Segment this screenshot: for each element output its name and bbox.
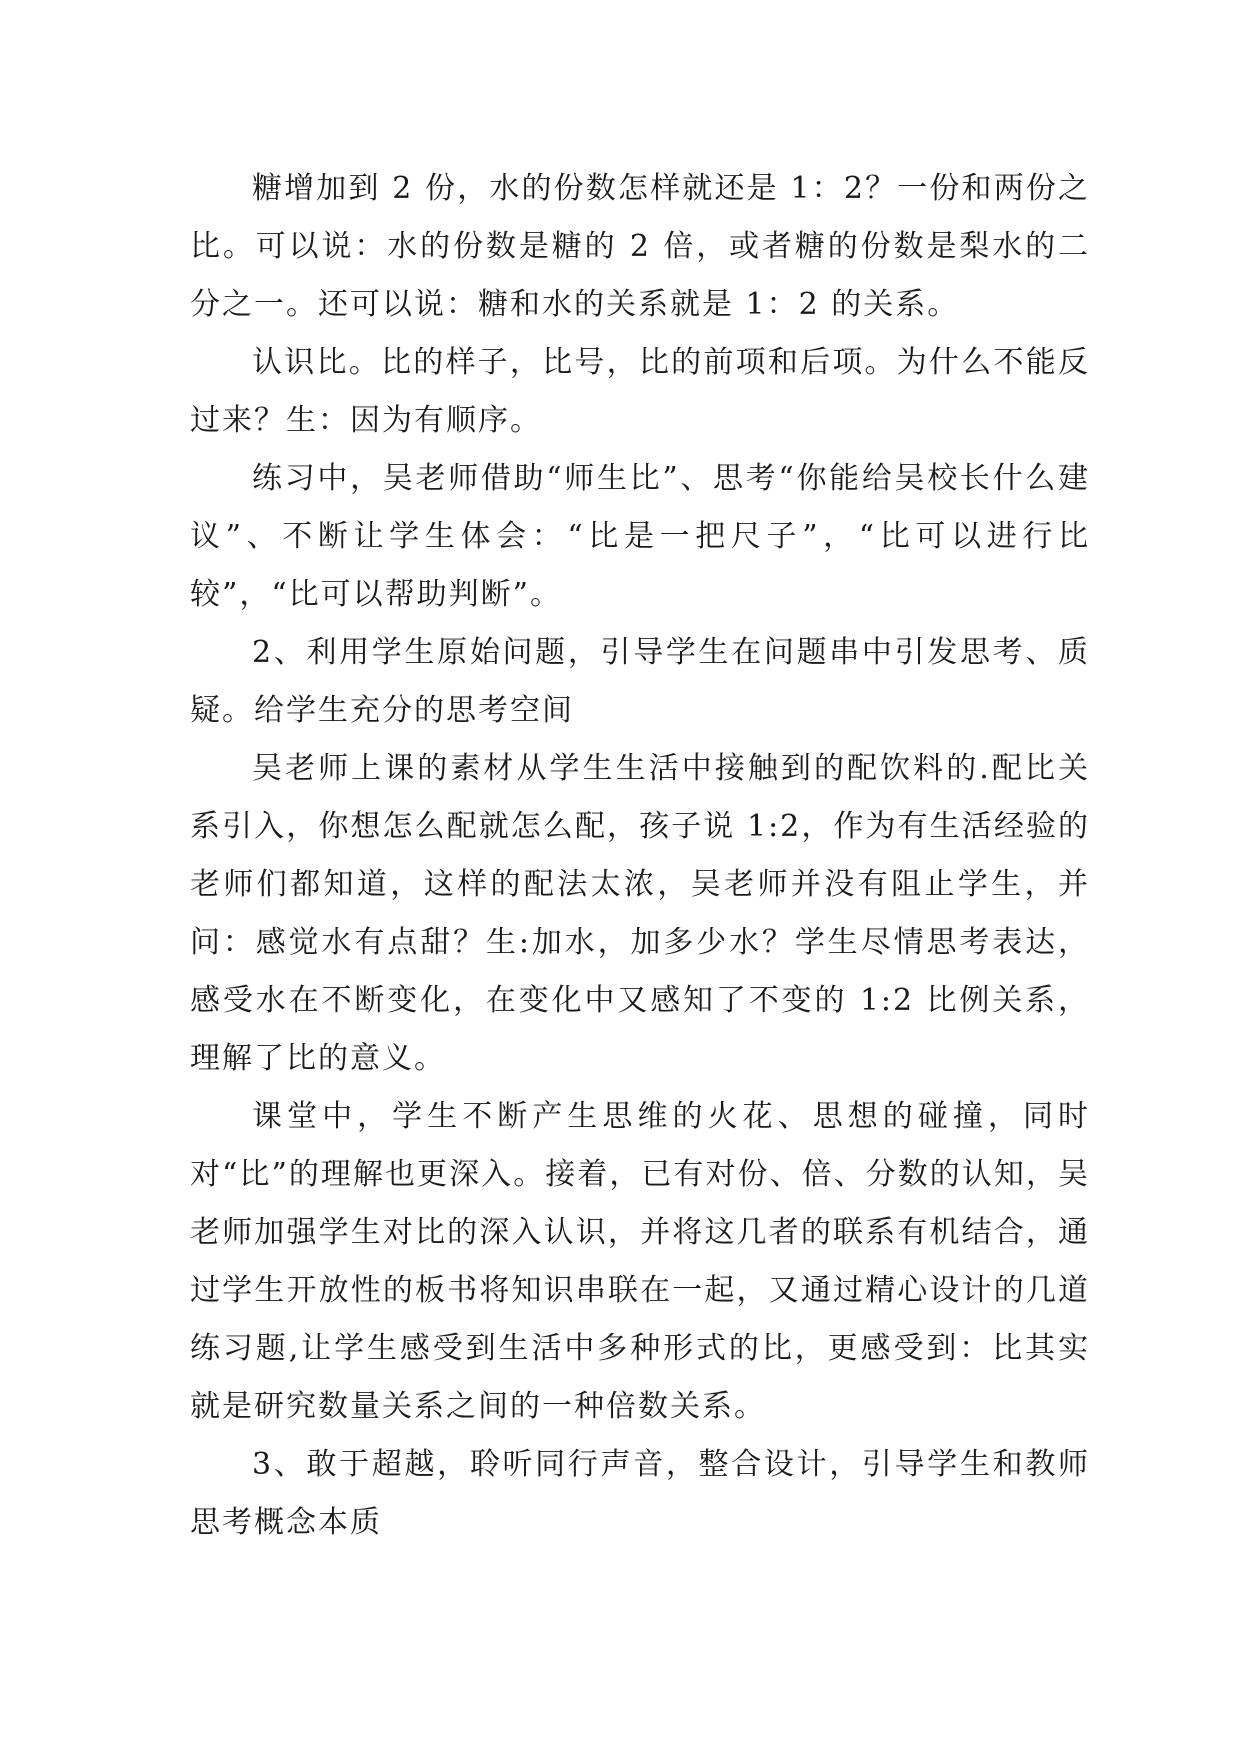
section-heading: 3、敢于超越，聆听同行声音，整合设计，引导学生和教师思考概念本质 [190,1447,1090,1540]
section-heading: 2、利用学生原始问题，引导学生在问题串中引发思考、质疑。给学生充分的思考空间 [190,635,1090,728]
paragraph: 练习中，吴老师借助“师生比”、思考“你能给吴校长什么建议”、不断让学生体会：“比是一把尺子”，“比可以进行比较”，“比可以帮助判断”。 [190,461,1090,612]
paragraph: 认识比。比的样子，比号，比的前项和后项。为什么不能反过来？生：因为有顺序。 [190,345,1090,438]
paragraph: 课堂中，学生不断产生思维的火花、思想的碰撞，同时对“比”的理解也更深入。接着，已有对份、倍、分数的认知，吴老师加强学生对比的深入认识，并将这几者的联系有机结合，通过学生开放性的板书将知识串联在一起，又通过精心设计的几道练习题,让学生感受到生活中多种形式的比，更感受到：比其实就是研究数量关系之间的一种倍数关系。 [190,1099,1090,1424]
document-body [190,160,1090,1552]
paragraph: 吴老师上课的素材从学生生活中接触到的配饮料的.配比关系引入，你想怎么配就怎么配，孩子说 1:2，作为有生活经验的老师们都知道，这样的配法太浓，吴老师并没有阻止学生，并问：感觉水有点甜？生:加水，加多少水？学生尽情思考表达，感受水在不断变化，在变化中又感知了不变的 1:2 比例关系，理解了比的意义。 [190,751,1090,1076]
paragraph: 糖增加到 2 份，水的份数怎样就还是 1：2？一份和两份之比。可以说：水的份数是糖的 2 倍，或者糖的份数是梨水的二分之一。还可以说：糖和水的关系就是 1：2 的关系。 [190,171,1090,322]
